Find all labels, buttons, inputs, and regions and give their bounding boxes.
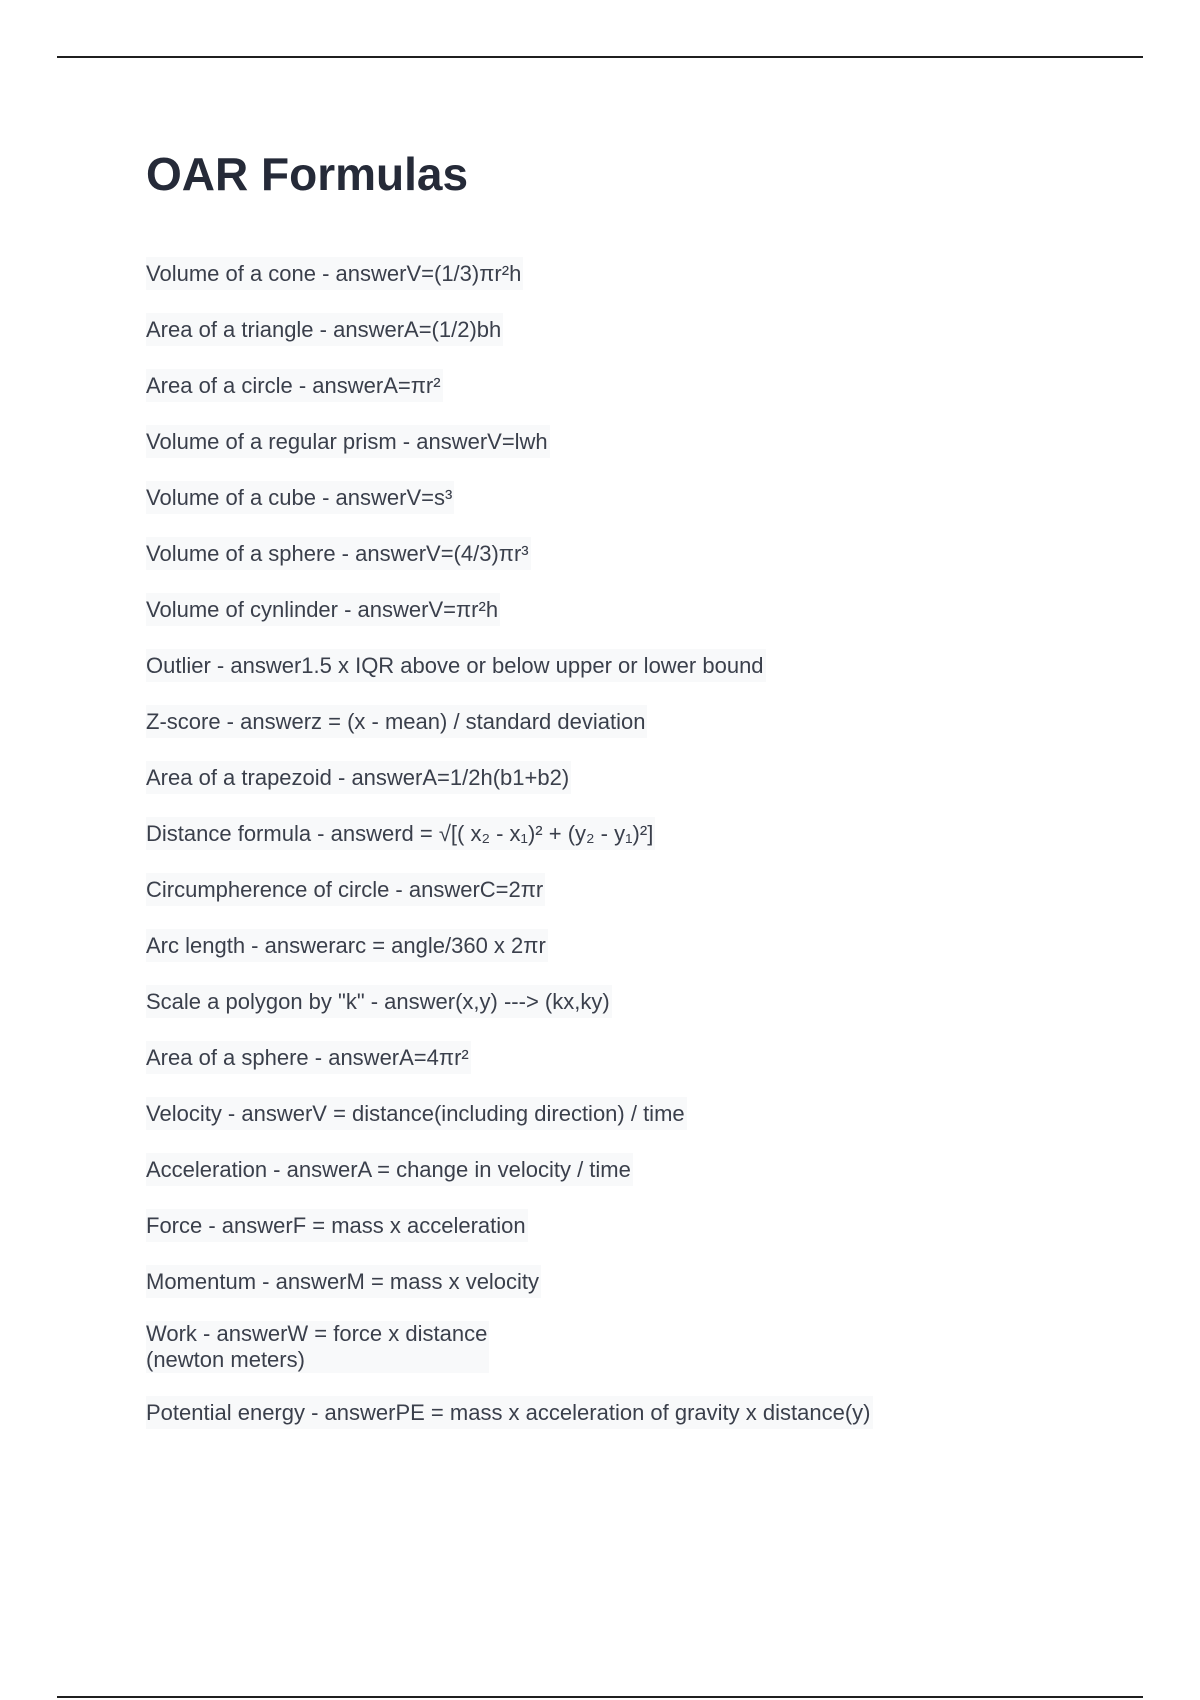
list-item [146, 1153, 1106, 1186]
formula-text: Area of a sphere - answerA=4πr² [146, 1041, 471, 1074]
formula-text: Volume of cynlinder - answerV=πr²h [146, 593, 500, 626]
formula-text: Volume of a sphere - answerV=(4/3)πr³ [146, 537, 531, 570]
list-item [146, 1209, 1106, 1242]
list-item [146, 481, 1106, 514]
list-item [146, 817, 1106, 850]
formula-text: Area of a triangle - answerA=(1/2)bh [146, 313, 503, 346]
formula-text: Momentum - answerM = mass x velocity [146, 1265, 541, 1298]
formula-text: Area of a circle - answerA=πr² [146, 369, 443, 402]
list-item [146, 873, 1106, 906]
formula-text: Circumpherence of circle - answerC=2πr [146, 873, 545, 906]
formula-text: Area of a trapezoid - answerA=1/2h(b1+b2) [146, 761, 571, 794]
list-item [146, 649, 1106, 682]
formula-text: Z-score - answerz = (x - mean) / standard deviation [146, 705, 647, 738]
list-item [146, 313, 1106, 346]
list-item [146, 537, 1106, 570]
list-item [146, 369, 1106, 402]
formula-text: Volume of a cone - answerV=(1/3)πr²h [146, 257, 523, 290]
formula-text: Velocity - answerV = distance(including direction) / time [146, 1097, 687, 1130]
list-item [146, 425, 1106, 458]
page-title: OAR Formulas [146, 148, 469, 200]
list-item [146, 705, 1106, 738]
formula-line: (newton meters) [146, 1347, 305, 1372]
formula-text: Scale a polygon by "k" - answer(x,y) ---> (kx,ky) [146, 985, 612, 1018]
document-body [146, 140, 1106, 1452]
list-item [146, 1396, 1106, 1429]
list-item [146, 257, 1106, 290]
list-item [146, 985, 1106, 1018]
list-item [146, 761, 1106, 794]
top-rule [57, 56, 1143, 58]
list-item [146, 593, 1106, 626]
list-item [146, 929, 1106, 962]
formula-text: Volume of a cube - answerV=s³ [146, 481, 454, 514]
list-item [146, 1097, 1106, 1130]
formula-text: Arc length - answerarc = angle/360 x 2πr [146, 929, 548, 962]
formula-text: Potential energy - answerPE = mass x acceleration of gravity x distance(y) [146, 1396, 873, 1429]
formula-list [146, 257, 1106, 1429]
bottom-rule [57, 1696, 1143, 1698]
formula-text: Force - answerF = mass x acceleration [146, 1209, 528, 1242]
list-item [146, 1041, 1106, 1074]
formula-line: Work - answerW = force x distance [146, 1321, 488, 1346]
formula-text: Volume of a regular prism - answerV=lwh [146, 425, 550, 458]
formula-text [146, 1321, 489, 1373]
list-item [146, 1321, 1106, 1373]
formula-text: Outlier - answer1.5 x IQR above or below upper or lower bound [146, 649, 766, 682]
formula-text: Acceleration - answerA = change in velocity / time [146, 1153, 633, 1186]
formula-text: Distance formula - answerd = √[( x₂ - x₁)² + (y₂ - y₁)²] [146, 817, 655, 850]
list-item [146, 1265, 1106, 1298]
